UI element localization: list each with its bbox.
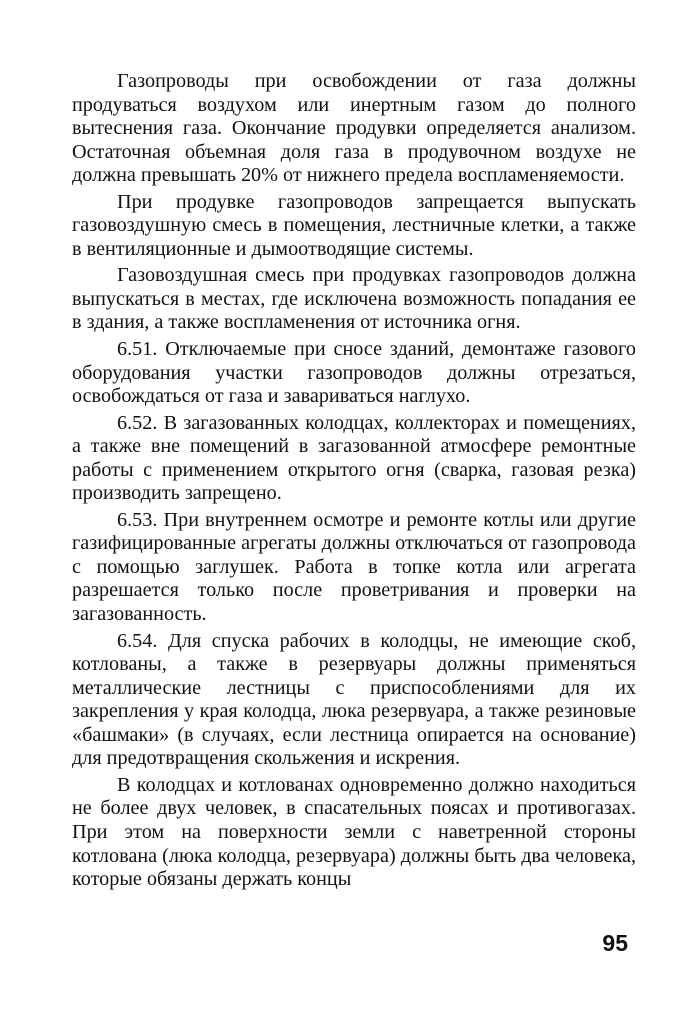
- body-text: [72, 70, 636, 895]
- paragraph-6-54: 6.54. Для спуска рабочих в колодцы, не имеющие скоб, котлованы, а также в резервуары должны применяться металлические лестницы с приспособлениями для их закрепления у края колодца, люка резервуара, а также резиновые «башмаки» (в случаях, если лестница опирается на основание) для предотвращения скольжения и искрения.: [72, 629, 636, 770]
- paragraph-purging-prohibition: При продувке газопроводов запрещается выпускать газовоздушную смесь в помещения, лестничные клетки, а также в вентиляционные и дымоотводящие системы.: [72, 190, 636, 260]
- paragraph-purging: Газопроводы при освобождении от газа должны продуваться воздухом или инертным газом до полного вытеснения газа. Окончание продувки определяется анализом. Остаточная объемная доля газа в продувочном воздухе не должна превышать 20% от нижнего предела воспламеняемости.: [72, 70, 636, 187]
- paragraph-6-51: 6.51. Отключаемые при сносе зданий, демонтаже газового оборудования участки газопроводов должны отрезаться, освобождаться от газа и завариваться наглухо.: [72, 338, 636, 408]
- paragraph-6-52: 6.52. В загазованных колодцах, коллекторах и помещениях, а также вне помещений в загазованной атмосфере ремонтные работы с применением открытого огня (сварка, газовая резка) производить запрещено.: [72, 411, 636, 505]
- paragraph-wells-and-pits: В колодцах и котлованах одновременно должно находиться не более двух человек, в спасательных поясах и противогазах. При этом на поверхности земли с наветренной стороны котлована (люка колодца, резервуара) должны быть два человека, которые обязаны держать концы: [72, 773, 636, 891]
- paragraph-6-53: 6.53. При внутреннем осмотре и ремонте котлы или другие газифицированные агрегаты должны отключаться от газопровода с помощью заглушек. Работа в топке котла или агрегата разрешается только после проветривания и проверки на загазованность.: [72, 508, 636, 626]
- paragraph-gas-air-mixture: Газовоздушная смесь при продувках газопроводов должна выпускаться в местах, где исключена возможность попадания ее в здания, а также воспламенения от источника огня.: [72, 264, 636, 334]
- page-number: 95: [602, 930, 628, 956]
